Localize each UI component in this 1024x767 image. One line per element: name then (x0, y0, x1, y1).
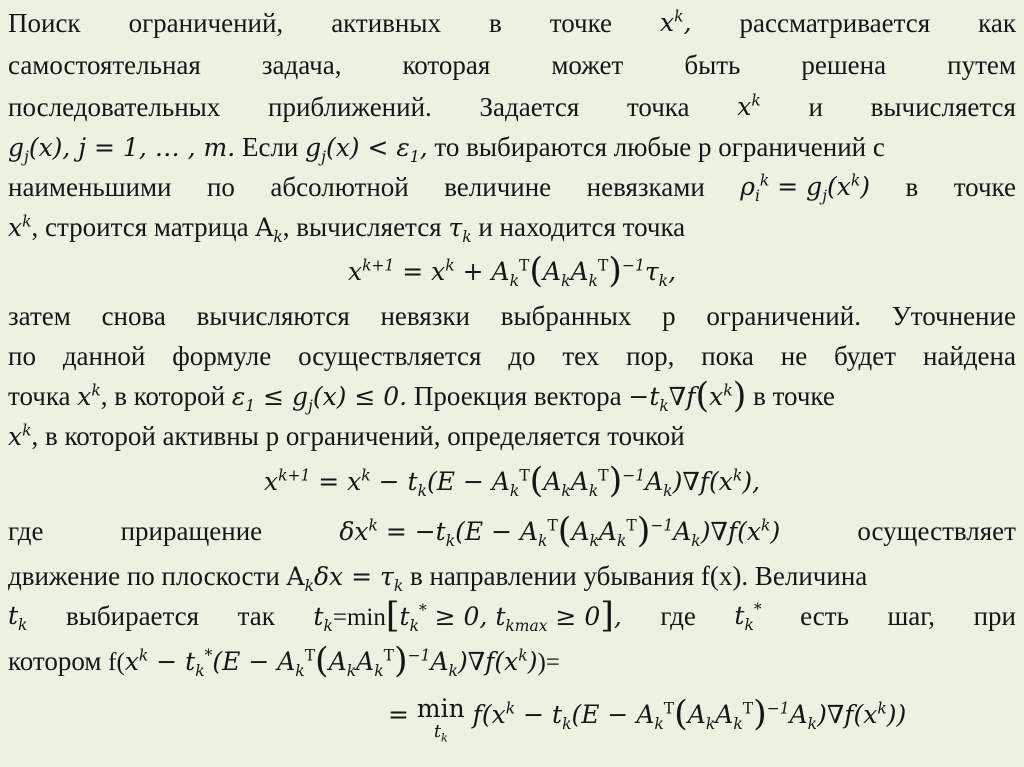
text: , в которой активны р ограничений, определяется точкой (31, 421, 685, 451)
word: по (206, 172, 235, 202)
text-line-15 (8, 597, 1016, 637)
word: точка (626, 92, 690, 122)
math-A-k: $A_k$ (255, 213, 283, 246)
math-inequality: $\varepsilon_1 \le g_j(x) \le 0$. (231, 382, 408, 415)
word: осуществляет (857, 516, 1016, 546)
word: в (905, 172, 919, 202)
word: активных (331, 8, 442, 38)
math-tau-k: $\tau_k$ (448, 213, 472, 246)
formula-3: = min $t_k$ $f(x^k - t_k(E - A_k^T(A_kA_k^T)^{-1}A_k)\nabla f(x^k))$ (388, 694, 907, 745)
math-x-k: $x^k$, (660, 7, 692, 37)
text-line-11 (8, 417, 1016, 456)
word: ограничений. (706, 301, 861, 331)
word: решена (801, 50, 887, 80)
min-operator: min $t_k$ (416, 694, 465, 745)
word: путем (947, 50, 1016, 80)
word: и (808, 92, 823, 122)
text-line-13 (8, 512, 1016, 551)
word: которая (402, 50, 491, 80)
text-line-1 (8, 4, 1016, 42)
word: абсолютной (270, 172, 409, 202)
math-x-k: $x^k$ (77, 381, 101, 411)
text: в точке (746, 381, 835, 411)
word: последовательных (8, 92, 221, 122)
text-line-4 (8, 128, 1016, 167)
word: ограничений, (128, 8, 284, 38)
word: выбирается (66, 601, 200, 631)
word: невязками (586, 172, 705, 202)
math-t-k-star: $t_k^*$ (734, 600, 762, 634)
math-increment: $\delta x^k = -t_k(E - A_k^T(A_kA_k^T)^{-1}A_k)\nabla f(x^k)$ (339, 511, 781, 551)
text: и находится точка (471, 212, 686, 242)
word: при (973, 601, 1016, 631)
word: рассматривается (739, 8, 931, 38)
word: Поиск (8, 8, 81, 38)
word: выбранных (500, 301, 632, 331)
word: наименьшими (8, 172, 172, 202)
word: приращение (120, 516, 263, 546)
word: как (978, 8, 1016, 38)
math-x-k: $x^k$ (737, 91, 761, 121)
text: , строится матрица (31, 212, 256, 242)
word: может (551, 50, 624, 80)
word: до (508, 341, 536, 371)
math-f-value: $f(x^k - t_k^*(E - A_k^T(A_kA_k^T)^{-1}A_k)\nabla f(x^k))=$ (108, 641, 560, 681)
text: Проекция вектора (407, 381, 629, 411)
math-plane: $A_k\delta x = \tau_k$ (286, 562, 404, 595)
math-condition: $g_j(x) < \varepsilon_1$, (305, 133, 428, 166)
text: точка (8, 381, 78, 411)
text: , в которой (100, 381, 232, 411)
word: Задается (479, 92, 580, 122)
text-line-10 (8, 377, 1016, 416)
math-gradient: $-t_k\nabla f(x^k)$ (628, 376, 747, 416)
word: в (489, 8, 502, 38)
word: где (8, 516, 44, 546)
word: данной (62, 341, 146, 371)
text-line-6 (8, 208, 1016, 247)
text: в направлении убывания f(x). Величина (403, 561, 868, 591)
word: найдена (922, 341, 1016, 371)
text-line-14 (8, 557, 1016, 596)
word: снова (101, 301, 166, 331)
word: формуле (172, 341, 272, 371)
word: есть (800, 601, 849, 631)
text: то выбираются любые р ограничений с (434, 132, 885, 162)
text: движение по плоскости (8, 561, 287, 591)
word: точке (549, 8, 613, 38)
math-step-choice: $t_k=\min[t_k^* \ge 0$, $t_{kmax} \ge 0$], (313, 596, 622, 636)
word: Уточнение (891, 301, 1016, 331)
word: приближений. (268, 92, 432, 122)
math-g-j-x: $g_j(x)$, j = 1, … , m. (8, 133, 236, 166)
formula-1: $x^{k+1} = x^k + A_k^T(A_kA_k^T)^{-1}\tau_k$, (347, 251, 677, 291)
word: по (8, 341, 36, 371)
word: так (237, 601, 275, 631)
word: тех (562, 341, 600, 371)
word: величине (444, 172, 552, 202)
word: пока (701, 341, 754, 371)
math-x-k: $x^k$ (8, 421, 32, 451)
word: вычисляются (196, 301, 350, 331)
text-line-3 (8, 88, 1016, 126)
math-t-k: $t_k$ (8, 601, 28, 634)
word: р (662, 301, 676, 331)
word: пор, (626, 341, 675, 371)
word: вычисляется (870, 92, 1016, 122)
word: будет (834, 341, 897, 371)
word: затем (8, 301, 71, 331)
word: точке (953, 172, 1016, 202)
word: шаг, (887, 601, 936, 631)
word: быть (684, 50, 741, 80)
word: где (660, 601, 696, 631)
text-line-9 (8, 337, 1016, 375)
text: котором (8, 646, 109, 676)
formula-2: $x^{k+1} = x^k - t_k(E - A_k^T(A_kA_k^T)^{-1}A_k)\nabla f(x^k)$, (263, 461, 761, 501)
text: , вычисляется (282, 212, 449, 242)
word: не (780, 341, 808, 371)
word: невязки (380, 301, 470, 331)
text-line-8 (8, 297, 1016, 335)
text: Если (241, 132, 299, 162)
word: осуществляется (298, 341, 482, 371)
text-line-16 (8, 642, 1016, 682)
text-line-2 (8, 46, 1016, 84)
word: задача, (261, 50, 342, 80)
word: самостоятельная (8, 50, 201, 80)
math-x-k: $x^k$ (8, 212, 32, 242)
text-line-5 (8, 168, 1016, 206)
math-residual: $\rho_i^k = g_j(x^k)$ (740, 171, 871, 205)
